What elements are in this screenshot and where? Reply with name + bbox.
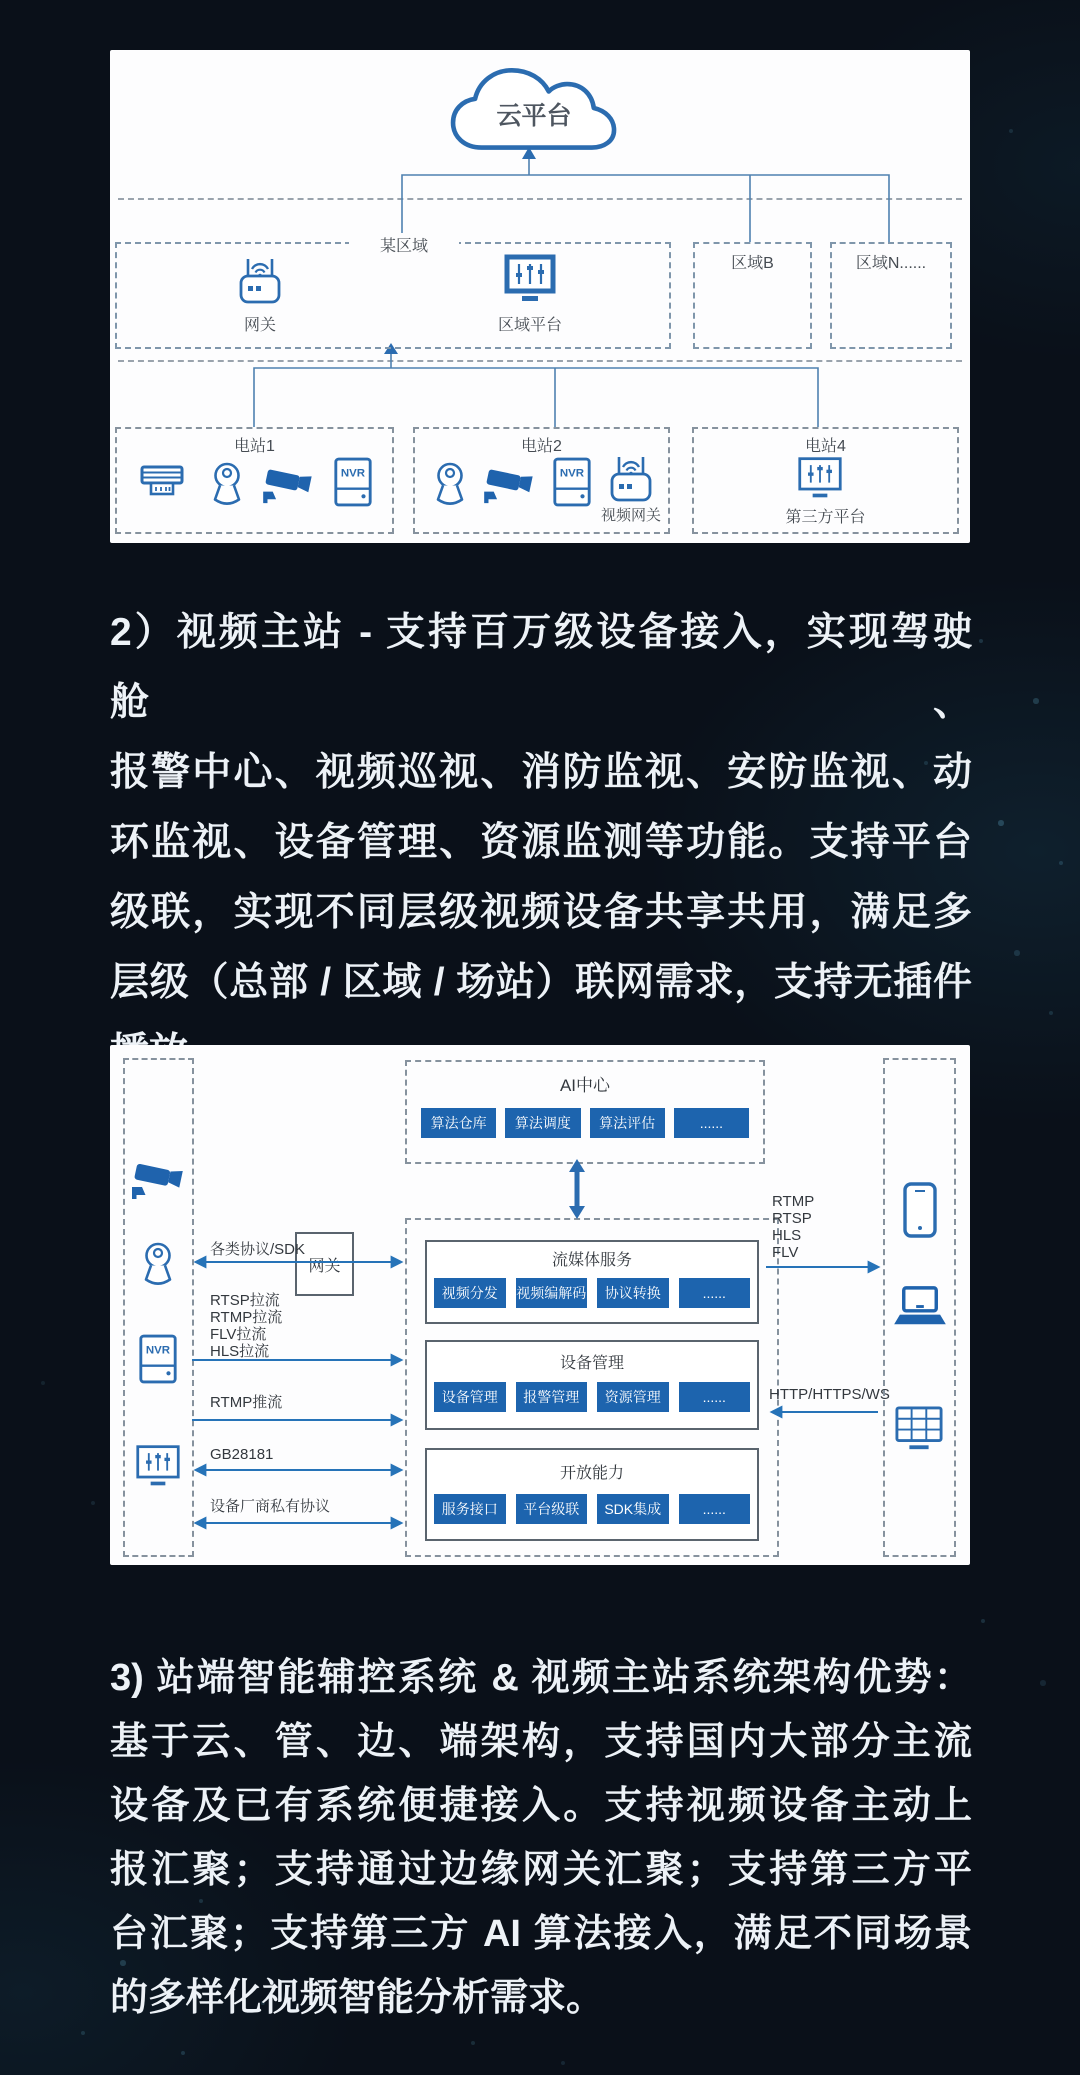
- open-capability-title: 开放能力: [559, 1465, 624, 1482]
- region-b-label: 区域B: [731, 255, 774, 272]
- region-b-box: [693, 242, 812, 349]
- chip: 平台级联: [516, 1494, 588, 1524]
- chip: 算法仓库: [421, 1108, 496, 1138]
- chip: ......: [679, 1494, 751, 1524]
- wifi-router-icon: [605, 453, 657, 505]
- region-platform-label: 区域平台: [497, 317, 562, 334]
- ai-double-arrow-icon: [569, 1159, 585, 1219]
- station2-label: 电站2: [521, 438, 562, 455]
- streaming-title: 流媒体服务: [551, 1252, 632, 1269]
- chip: 视频分发: [434, 1278, 506, 1308]
- chip: 设备管理: [434, 1382, 506, 1412]
- cloud-platform: [432, 62, 636, 154]
- gateway-label: 网关: [243, 317, 276, 334]
- chip: ......: [679, 1382, 751, 1412]
- chip: 算法调度: [505, 1108, 580, 1138]
- chip: 服务接口: [434, 1494, 506, 1524]
- station2-box: [413, 427, 670, 534]
- station4-label: 电站4: [805, 438, 846, 455]
- paragraph-line: 环监视、设备管理、资源监测等功能。支持平台: [110, 821, 972, 864]
- background-particles: [0, 0, 2, 2]
- region-n-label: 区域N......: [855, 255, 927, 272]
- cctv-camera-icon: [484, 463, 534, 505]
- architecture-diagram-platform: [110, 1045, 970, 1565]
- gateway-label: 网关: [308, 1257, 341, 1275]
- protocol-gb-label: GB28181: [210, 1446, 274, 1463]
- webcam-icon: [427, 461, 473, 507]
- station4-box: [692, 427, 959, 534]
- webcam-icon: [204, 461, 250, 507]
- region-main-label: 某区域: [349, 233, 459, 256]
- protocol-label: RTMP: [772, 1193, 815, 1210]
- paragraph-line: 的多样化视频智能分析需求。: [110, 1977, 605, 2019]
- protocol-label: FLV: [772, 1244, 799, 1261]
- arrow-lines: [110, 1045, 970, 1565]
- chip: 协议转换: [597, 1278, 669, 1308]
- chip: ......: [674, 1108, 749, 1138]
- wifi-router-icon: [234, 255, 286, 307]
- paragraph-line: 设备及已有系统便捷接入。支持视频设备主动上: [110, 1785, 972, 1827]
- paragraph-3: [110, 1646, 972, 2030]
- cctv-camera-icon: [263, 463, 313, 505]
- protocol-label: HLS: [772, 1227, 802, 1244]
- protocol-sdk-label: 各类协议/SDK: [210, 1241, 306, 1258]
- http-protocol-label: HTTP/HTTPS/WS: [769, 1386, 890, 1403]
- chip: SDK集成: [597, 1494, 669, 1524]
- video-gateway-label: 视频网关: [600, 507, 661, 524]
- protocol-label: HLS拉流: [210, 1343, 270, 1360]
- nvr-icon: [332, 456, 374, 508]
- monitor-sliders-icon: [796, 455, 844, 501]
- paragraph-line: 报汇聚；支持通过边缘网关汇聚；支持第三方平: [110, 1849, 972, 1891]
- protocol-private-label: 设备厂商私有协议: [210, 1498, 331, 1515]
- paragraph-line: 2）视频主站 - 支持百万级设备接入，实现驾驶舱、: [110, 611, 972, 724]
- paragraph-line: 报警中心、视频巡视、消防监视、安防监视、动: [110, 751, 972, 794]
- chip: 报警管理: [516, 1382, 588, 1412]
- protocol-label: RTSP拉流: [210, 1292, 280, 1309]
- paragraph-line: 基于云、管、边、端架构，支持国内大部分主流: [110, 1721, 972, 1763]
- paragraph-line: 级联，实现不同层级视频设备共享共用，满足多: [110, 891, 972, 934]
- protocol-label: RTSP: [772, 1210, 812, 1227]
- chip: 视频编解码: [516, 1278, 588, 1308]
- paragraph-line: 层级（总部 / 区域 / 场站）联网需求，支持无插件: [110, 961, 972, 1004]
- chip: 资源管理: [597, 1382, 669, 1412]
- chip: 算法评估: [590, 1108, 665, 1138]
- station1-box: [115, 427, 394, 534]
- third-party-platform-label: 第三方平台: [785, 509, 866, 526]
- region-main-box: [115, 238, 671, 349]
- protocol-label: RTMP拉流: [210, 1309, 283, 1326]
- station1-label: 电站1: [234, 438, 275, 455]
- ai-center-title: AI中心: [559, 1076, 611, 1095]
- region-n-box: [830, 242, 952, 349]
- paragraph-line: 台汇聚；支持第三方 AI 算法接入，满足不同场景: [110, 1913, 972, 1955]
- paragraph-line: 3) 站端智能辅控系统 & 视频主站系统架构优势：: [110, 1657, 972, 1699]
- architecture-diagram-topology: [110, 50, 970, 543]
- monitor-sliders-icon: [504, 254, 556, 304]
- protocol-label: FLV拉流: [210, 1326, 267, 1343]
- cloud-platform-label: 云平台: [496, 102, 572, 130]
- nvr-icon: [551, 456, 593, 508]
- protocol-push-label: RTMP推流: [210, 1394, 283, 1411]
- station-device-icon: [138, 462, 186, 508]
- device-management-title: 设备管理: [559, 1355, 624, 1372]
- paragraph-2: [110, 598, 972, 1088]
- chip: ......: [679, 1278, 751, 1308]
